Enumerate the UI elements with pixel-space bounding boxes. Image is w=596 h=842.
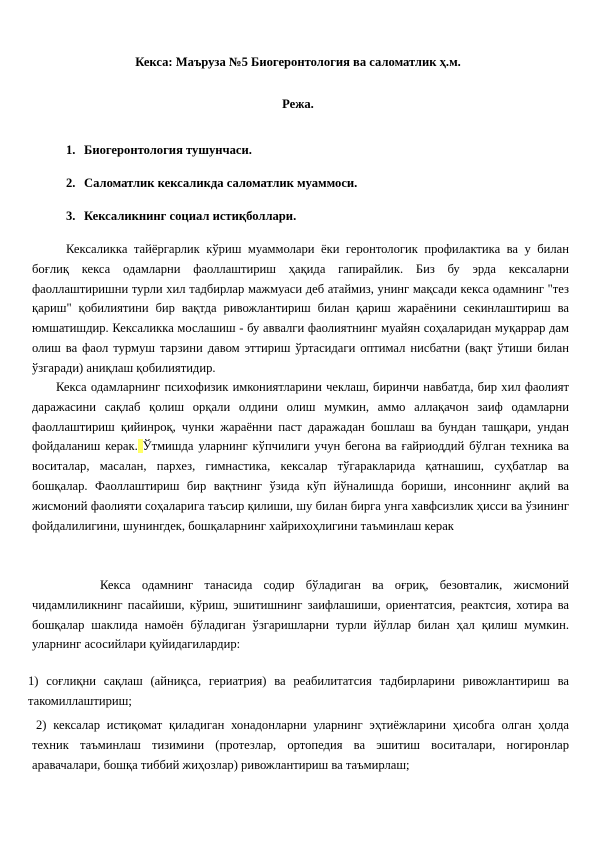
plan-item-text: Саломатлик кексаликда саломатлик муаммоси.: [84, 176, 358, 190]
plan-item-number: 2.: [66, 176, 76, 190]
plan-heading: Режа.: [282, 97, 314, 111]
plan-item-number: 1.: [66, 143, 76, 157]
paragraph-text: Ўтмишда уларнинг кўпчилиги учун бегона ва ғайриоддий бўлган техника ва воситалар, масалан, пархез, гимнастика, кексалар тўгаракларида қатнашиш, суҳбатлар ва бошқалар. Фаоллаштириш бир вақтнинг ўзида кўп йўналишда бориши, инсоннинг ақлий ва жисмоний фаолияти соҳаларига таъсир қилиши, шу билан бирга унга хавфсизлик ҳисси ва ўзининг фойдалилигини, шунингдек, бошқаларнинг хайрихоҳлигини таъминлаш керак: [32, 439, 569, 533]
list-item-2: 2) кексалар истиқомат қиладиган хонадонларни уларнинг эҳтиёжларини ҳисобга олган ҳолда техник таъминлаш тизимини (протезлар, ортопедия ва эшитиш воситалари, ногиронлар аравачалари, бошқа тиббий жиҳозлар) ривожлантириш ва таъмирлаш;: [32, 718, 569, 772]
paragraph-text: Кекса одамларнинг психофизик имкониятларини чеклаш, биринчи навбатда, бир хил фаолият даражасини сақлаб қолиш орқали олдини олиш мумкин, аммо аллақачон заиф одамларни фаоллаштириш қийинроқ, чунки жараённи паст даражадан бошлаш ва бундан ташқари, ундан фойдаланиш керак.: [32, 380, 569, 454]
document-title: Кекса: Маъруза №5 Биогеронтология ва саломатлик ҳ.м.: [135, 55, 461, 69]
body-paragraph-2: [32, 378, 569, 536]
body-paragraph-3: Кекса одамнинг танасида содир бўладиган ва оғриқ, безовталик, жисмоний чидамлиликнинг пасайиши, кўриш, эшитишнинг заифлашиши, ориентатсия, реактсия, хотира ва бошқалар шаклида намоён бўладиган ўзгаришларни турли йўллар билан ҳал қилиш мумкин. уларнинг асосийлари қуйидагилардир:: [32, 578, 569, 652]
plan-item-text: Биогеронтология тушунчаси.: [84, 143, 252, 157]
body-paragraph-1: Кексаликка тайёргарлик кўриш муаммолари ёки геронтологик профилактика ва у билан боғлиқ кекса одамларни фаоллаштириш ҳақида гапирайлик. Биз бу эрда кексаларни фаоллаштиришни турли хил тадбирлар мажмуаси деб атаймиз, унинг мақсади кекса одамнинг "тез қариш" қобилиятини бир вақтда ривожлантириш билан қариш жараёнини секинлаштириш ва юмшатишдир. Кексаликка мослашиш - бу аввалги фаолиятнинг муайян соҳаларидан муқаррар дам олиш ва фаол турмуш тарзини давом эттириш ўртасидаги оптимал нисбатни (вақт ўтиши билан ўзгаради) аниқлаш қобилиятидир.: [32, 242, 569, 375]
plan-item: [66, 209, 546, 224]
plan-item: [66, 176, 546, 191]
plan-item: [66, 143, 546, 158]
list-item-1: 1) соғлиқни сақлаш (айниқса, гериатрия) ва реабилитатсия тадбирларини ривожлантириш ва такомиллаштириш;: [28, 674, 569, 708]
plan-item-number: 3.: [66, 209, 76, 223]
plan-item-text: Кексаликнинг социал истиқболлари.: [84, 209, 297, 223]
